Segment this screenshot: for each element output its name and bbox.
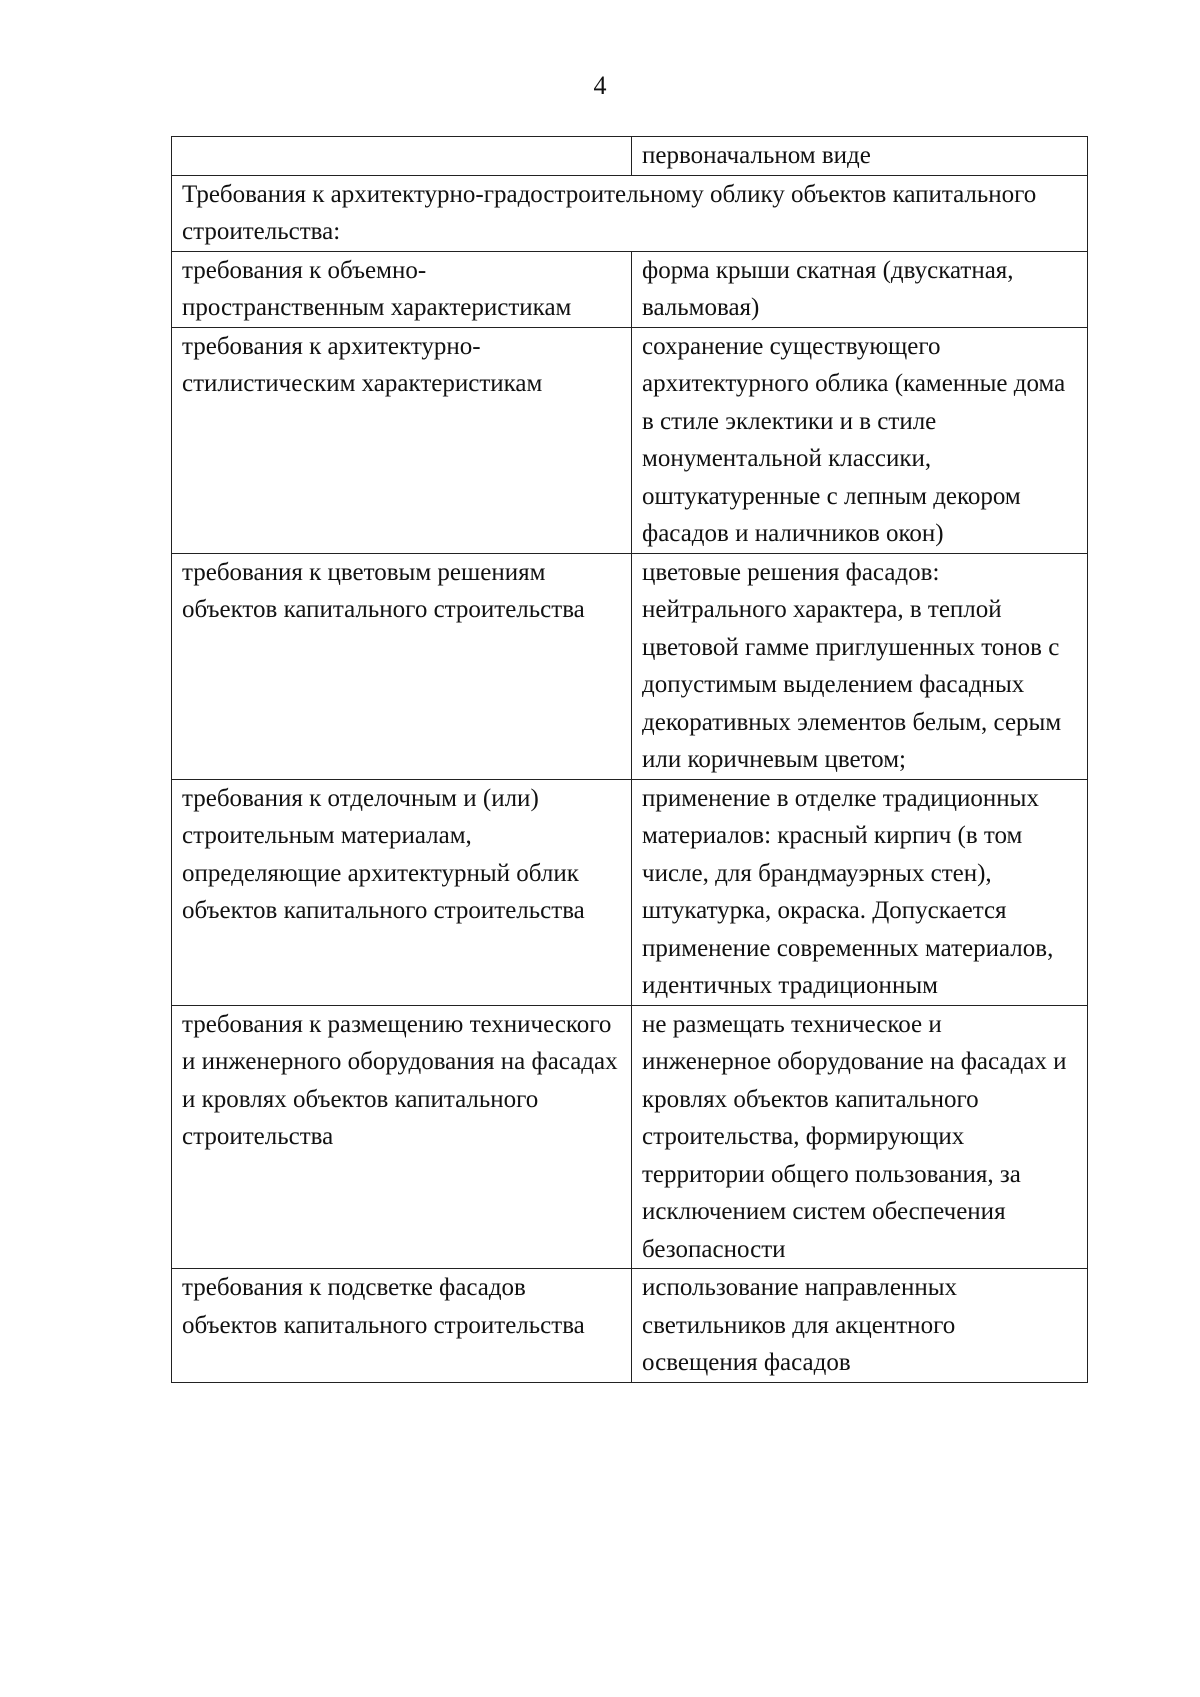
section-header-cell: Требования к архитектурно-градостроительному облику объектов капитального строительства: (172, 175, 1088, 251)
table-row (172, 1005, 1088, 1269)
value-cell: применение в отделке традиционных материалов: красный кирпич (в том числе, для брандмауэрных стен), штукатурка, окраска. Допускается применение современных материалов, идентичных традиционным (632, 779, 1088, 1005)
table-row-section-header (172, 175, 1088, 251)
table-cell-empty (172, 137, 632, 176)
requirement-cell: требования к объемно-пространственным характеристикам (172, 251, 632, 327)
requirement-cell: требования к отделочным и (или) строительным материалам, определяющие архитектурный облик объектов капитального строительства (172, 779, 632, 1005)
value-cell: не размещать техническое и инженерное оборудование на фасадах и кровлях объектов капитального строительства, формирующих территории общего пользования, за исключением систем обеспечения безопасности (632, 1005, 1088, 1269)
table-row (172, 1269, 1088, 1383)
requirement-cell: требования к размещению технического и инженерного оборудования на фасадах и кровлях объектов капитального строительства (172, 1005, 632, 1269)
table-row (172, 553, 1088, 779)
requirement-cell: требования к архитектурно-стилистическим характеристикам (172, 327, 632, 553)
table-row (172, 779, 1088, 1005)
table-cell-continuation-text: первоначальном виде (632, 137, 1088, 176)
table-row-continuation (172, 137, 1088, 176)
table-row (172, 251, 1088, 327)
table-row (172, 327, 1088, 553)
value-cell: цветовые решения фасадов: нейтрального характера, в теплой цветовой гамме приглушенных тонов с допустимым выделением фасадных декоративных элементов белым, серым или коричневым цветом; (632, 553, 1088, 779)
requirement-cell: требования к цветовым решениям объектов капитального строительства (172, 553, 632, 779)
value-cell: форма крыши скатная (двускатная, вальмовая) (632, 251, 1088, 327)
value-cell: сохранение существующего архитектурного облика (каменные дома в стиле эклектики и в стиле монументальной классики, оштукатуренные с лепным декором фасадов и наличников окон) (632, 327, 1088, 553)
page-number: 4 (593, 71, 607, 100)
requirements-table (171, 136, 1088, 1383)
value-cell: использование направленных светильников для акцентного освещения фасадов (632, 1269, 1088, 1383)
requirement-cell: требования к подсветке фасадов объектов капитального строительства (172, 1269, 632, 1383)
